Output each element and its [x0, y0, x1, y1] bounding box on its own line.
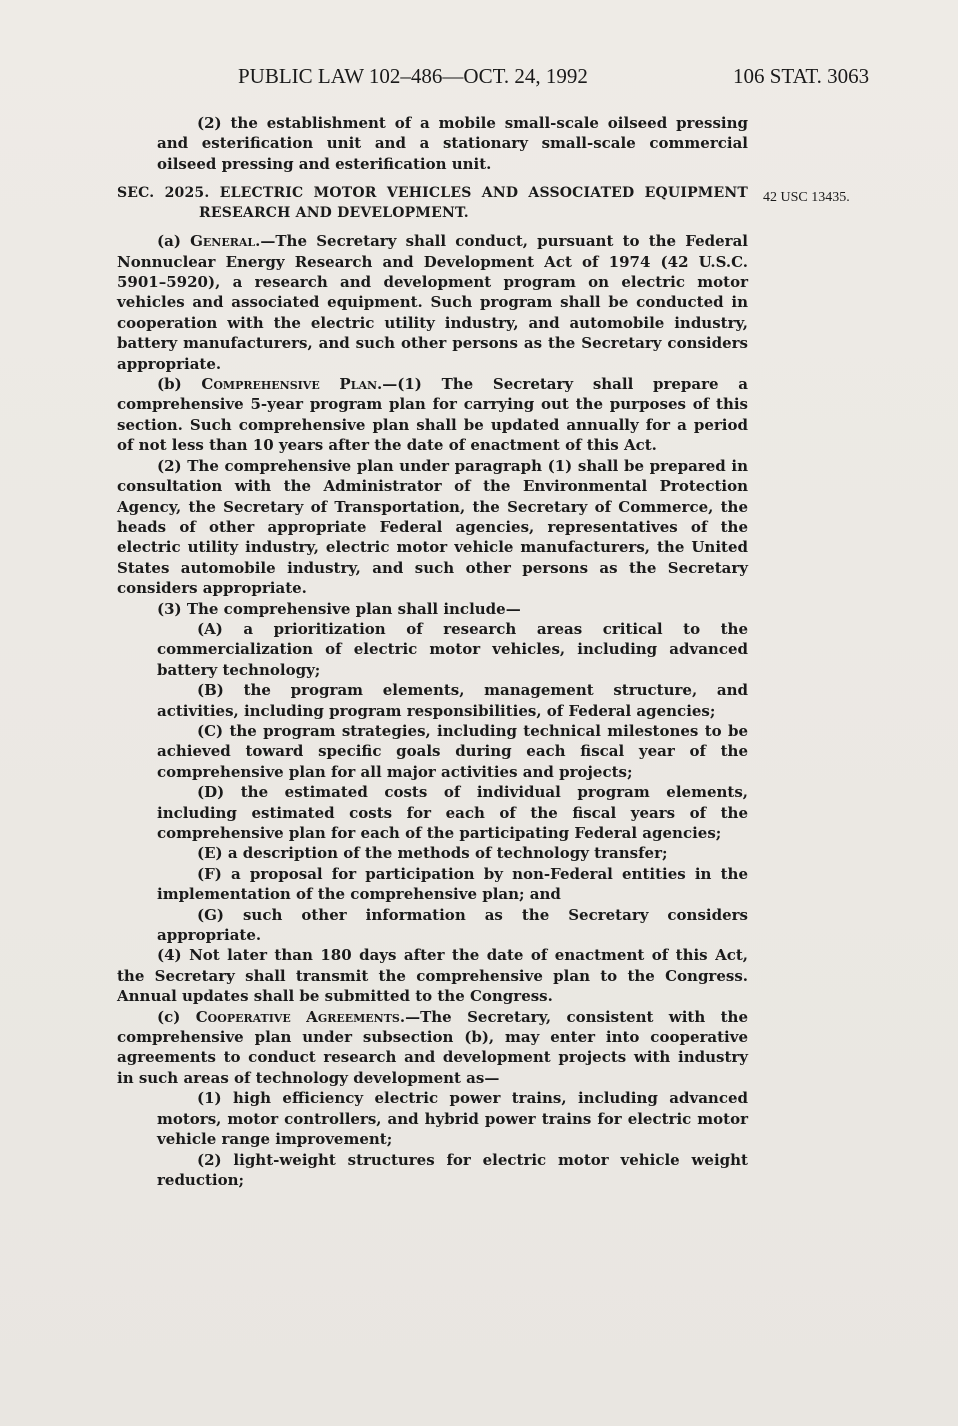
subsection-a-label: (a)	[157, 232, 191, 251]
list-item-D: (D) the estimated costs of individual program elements, including estimated costs for each of the fiscal years of the comprehensive plan for each of the participating Federal agencies;	[157, 783, 748, 842]
section-heading: SEC. 2025. ELECTRIC MOTOR VEHICLES AND ASSOCIATED EQUIPMENT RESEARCH AND DEVELOPMENT.	[117, 185, 748, 222]
subsection-a	[117, 231, 748, 374]
para-top	[117, 113, 748, 174]
list-item-G: (G) such other information as the Secretary considers appropriate.	[157, 905, 748, 945]
page-header	[0, 60, 958, 92]
header-stat-page: 106 STAT. 3063	[733, 64, 870, 88]
subsection-b-label: (b)	[157, 375, 202, 394]
subsection-c	[117, 1007, 748, 1089]
list-item-F: (F) a proposal for participation by non-Federal entities in the implementation of the comprehensive plan; and	[157, 864, 748, 904]
document-body	[117, 113, 748, 1190]
header-title: PUBLIC LAW 102–486—OCT. 24, 1992	[238, 64, 588, 88]
list-item-C: (C) the program strategies, including technical milestones to be achieved toward specific goals during each fiscal year of the comprehensive plan for all major activities and projects;	[157, 721, 748, 781]
subsection-c-caption: Cooperative Agreements.	[195, 1007, 406, 1026]
para-top-text: (2) the establishment of a mobile small-scale oilseed pressing and esterification unit and a stationary small-scale commercial oilseed pressing and esterification unit.	[157, 114, 748, 173]
subsection-c-text: —The Secretary, consistent with the comprehensive plan under subsection (b), may enter into cooperative agreements to conduct research and development projects with industry in such areas of technology development as—	[117, 1007, 748, 1087]
list-item-c2: (2) light-weight structures for electric motor vehicle weight reduction;	[157, 1150, 748, 1189]
list-item-B: (B) the program elements, management structure, and activities, including program responsibilities, of Federal agencies;	[157, 681, 748, 720]
list-item-E: (E) a description of the methods of technology transfer;	[197, 844, 668, 863]
list-item-A: (A) a prioritization of research areas critical to the commercialization of electric motor vehicles, including advanced battery technology;	[157, 619, 748, 679]
subsection-b-text: —(1) The Secretary shall prepare a comprehensive 5-year program plan for carrying out the purposes of this section. Such comprehensive plan shall be updated annually for a period of not less than 10 years after the date of enactment of this Act.	[117, 375, 749, 455]
subsection-b-para-2: (2) The comprehensive plan under paragraph (1) shall be prepared in consultation with the Administrator of the Environmental Protection Agency, the Secretary of Transportation, the Secretary of Commerce, the heads of other appropriate Federal agencies, representatives of the electric utility industry, electric motor vehicle manufacturers, the United States automobile industry, and such other persons as the Secretary considers appropriate.	[117, 456, 748, 598]
subsection-b-para-4: (4) Not later than 180 days after the date of enactment of this Act, the Secretary shall transmit the comprehensive plan to the Congress. Annual updates shall be submitted to the Congress.	[117, 946, 748, 1006]
subsection-b-para-3: (3) The comprehensive plan shall include—	[157, 599, 521, 618]
subsection-c-label: (c)	[157, 1007, 196, 1026]
subsection-a-caption: General.	[190, 232, 261, 251]
subsection-a-text: —The Secretary shall conduct, pursuant to the Federal Nonnuclear Energy Research and Development Act of 1974 (42 U.S.C. 5901–5920), a research and development program on electric motor vehicles and associated equipment. Such program shall be conducted in cooperation with the electric utility industry, and automobile industry, battery manufacturers, and such other persons as the Secretary considers appropriate.	[117, 232, 748, 373]
subsection-b-caption: Comprehensive Plan.	[201, 375, 383, 394]
subsection-b	[117, 374, 748, 456]
margin-citation: 42 USC 13435.	[763, 190, 850, 205]
list-item-c1: (1) high efficiency electric power trains, including advanced motors, motor controllers, and hybrid power trains for electric motor vehicle range improvement;	[157, 1089, 748, 1149]
